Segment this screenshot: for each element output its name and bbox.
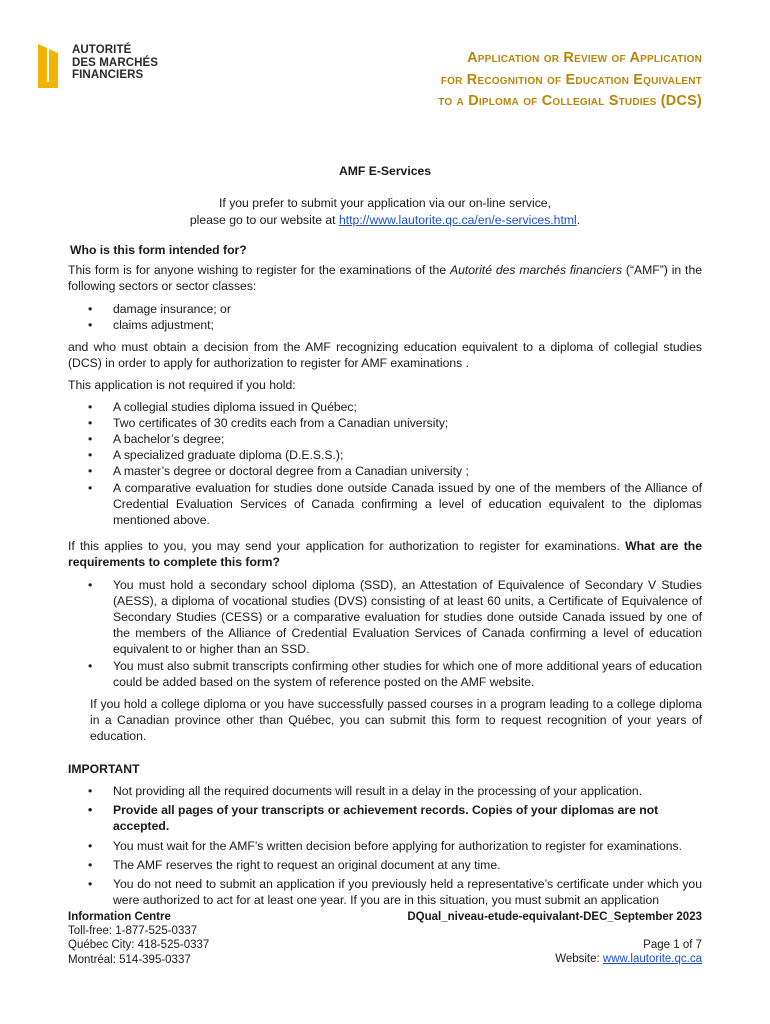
list-item: • Two certificates of 30 credits each from a Canadian university; — [68, 415, 702, 431]
document-code: DQual_niveau-etude-equivalant-DEC_September 2023 — [407, 911, 702, 923]
quebec-number: Québec City: 418-525-0337 — [68, 939, 210, 952]
list-item: • damage insurance; or — [68, 301, 702, 317]
not-required-paragraph: This application is not required if you hold: — [68, 378, 296, 393]
list-item: • A master’s degree or doctoral degree from a Canadian university ; — [68, 463, 702, 479]
list-item: • You do not need to submit an application if you previously held a representative’s certificate under which you were authorized to act for at least one year. If you are in this situation, you must submit an application — [68, 876, 702, 908]
list-item: • A comparative evaluation for studies done outside Canada issued by one of the members of the Alliance of Credential Evaluation Services of Canada confirming a level of education equivalent to the diplomas mentioned above. — [68, 480, 702, 529]
main-content — [68, 242, 702, 908]
list-item: • You must wait for the AMF’s written decision before applying for authorization to register for examinations. — [68, 838, 702, 854]
info-centre — [68, 910, 209, 967]
list-item: • The AMF reserves the right to request an original document at any time. — [68, 857, 702, 873]
eservices-section — [0, 163, 770, 229]
title-line-1: Application or Review of Application — [467, 50, 702, 66]
applies-text: If this applies to you, you may send your application for authorization to register for examinations. — [68, 539, 620, 554]
applies-paragraph — [68, 538, 702, 570]
decision-paragraph: and who must obtain a decision from the AMF recognizing education equivalent to a diploma of collegial studies (DCS) in order to apply for authorization to register for AMF examinations . — [68, 340, 702, 371]
footer-right — [407, 910, 702, 967]
sectors-list — [68, 301, 702, 333]
list-item: • A collegial studies diploma issued in Québec; — [68, 399, 702, 415]
list-item: • Not providing all the required documents will result in a delay in the processing of your application. — [68, 783, 702, 799]
requirements-list — [68, 577, 702, 690]
intended-paragraph — [68, 262, 702, 294]
eservices-link[interactable]: http://www.lautorite.qc.ca/en/e-services.html — [338, 213, 577, 227]
tollfree-number: Toll-free: 1-877-525-0337 — [68, 925, 198, 938]
intended-prefix: This form is for anyone wishing to register for the examinations of the — [68, 263, 450, 278]
intended-heading: Who is this form intended for? — [70, 243, 247, 257]
amf-logo — [38, 44, 178, 94]
montreal-number: Montréal: 514-395-0337 — [68, 953, 191, 966]
website-link[interactable]: www.lautorite.qc.ca — [602, 953, 702, 966]
page-number: Page 1 of 7 — [643, 939, 702, 952]
list-item: • A bachelor’s degree; — [68, 431, 702, 447]
logo-line-1: AUTORITÉ — [72, 44, 132, 56]
logo-line-3: FINANCIERS — [72, 69, 144, 81]
exemptions-list — [68, 399, 702, 529]
list-item: • You must hold a secondary school diploma (SSD), an Attestation of Equivalence of Secondary V Studies (AESS), a diploma of vocational studies (DVS) consisting of at least 60 units, a Certificate of Equivalence of Secondary Studies (CESS) or a comparative evaluation for studies done outside Canada issued by one of the members of the Alliance of Credential Evaluation Services of Canada confirming a level of education equivalent to or higher than an SSD. — [68, 577, 702, 658]
intended-suffix: (“AMF”) in the following sectors or sector classes: — [68, 263, 702, 294]
title-line-2: for Recognition of Education Equivalent — [440, 71, 702, 88]
eservices-prefix: please go to our website at — [189, 213, 339, 227]
list-item: • You must also submit transcripts confirming other studies for which one of more additional years of education could be added based on the system of reference posted on the AMF website. — [68, 658, 702, 690]
requirements-heading: What are the requirements to complete this form? — [68, 539, 702, 570]
logo-line-2: DES MARCHÉS — [72, 56, 159, 69]
website — [407, 952, 702, 966]
amf-logo-icon — [38, 44, 68, 88]
document-title — [438, 48, 702, 113]
amf-name: Autorité des marchés financiers — [449, 263, 623, 278]
website-label: Website: — [555, 953, 603, 966]
title-line-3: to a Diploma of Collegial Studies (DCS) — [438, 93, 702, 109]
important-heading: IMPORTANT — [68, 761, 140, 776]
list-item: • claims adjustment; — [68, 317, 702, 333]
college-paragraph: If you hold a college diploma or you have successfully passed courses in a program leading to a college diploma in a Canadian province other than Québec, you can submit this form to request recognition of your years of education. — [90, 697, 702, 744]
logo-wordmark — [72, 44, 158, 82]
important-list — [68, 783, 702, 908]
eservices-suffix: . — [576, 213, 581, 227]
info-centre-heading: Information Centre — [68, 911, 171, 923]
eservices-line-1: If you prefer to submit your application via our on-line service, — [219, 196, 551, 210]
eservices-heading: AMF E-Services — [338, 164, 432, 178]
list-item: • Provide all pages of your transcripts or achievement records. Copies of your diplomas are not accepted. — [68, 802, 702, 834]
eservices-line-2 — [0, 212, 770, 229]
list-item: • A specialized graduate diploma (D.E.S.S.); — [68, 447, 702, 463]
